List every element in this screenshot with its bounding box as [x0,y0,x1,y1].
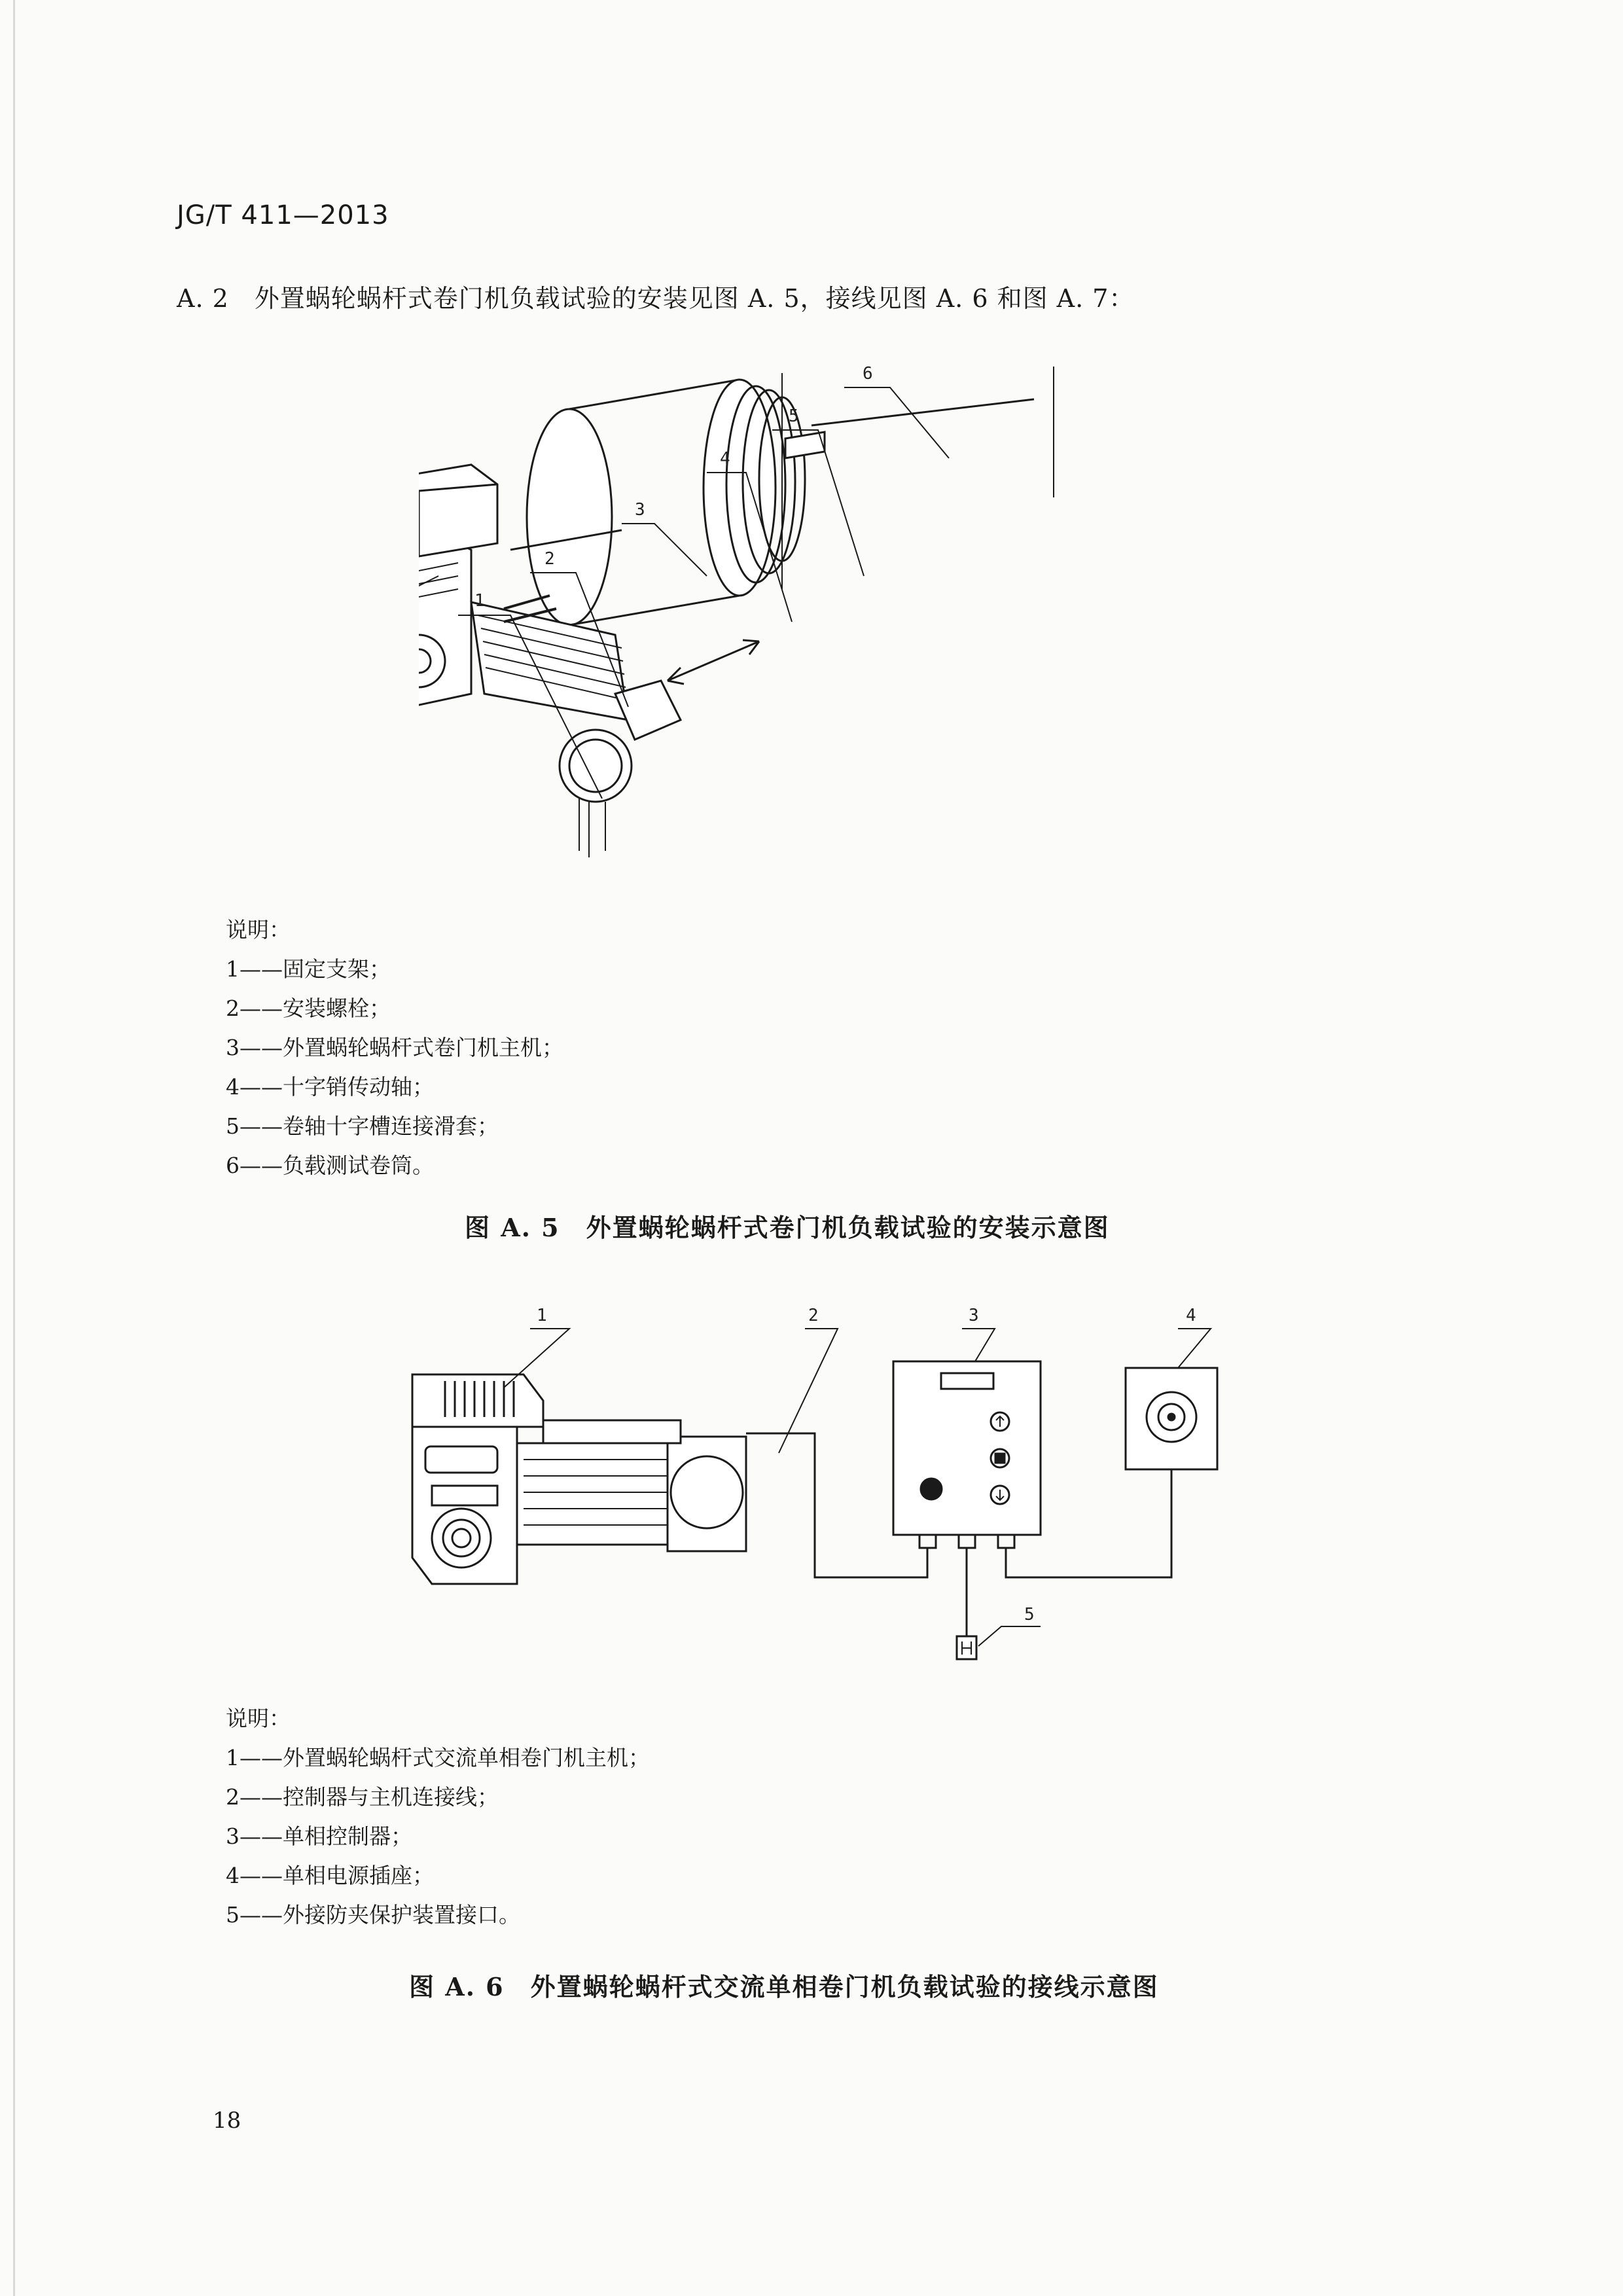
a5-callout-5: 5 [789,406,799,426]
a5-callout-4: 4 [720,449,730,469]
a5-callout-2: 2 [544,549,555,569]
a6-single-phase-controller [893,1361,1041,1535]
figure-a5-callouts [0,0,1623,916]
a5-legend-item-2: 2——安装螺栓； [226,996,391,1021]
figure-a6-caption: 图 A. 6 外置蜗轮蜗杆式交流单相卷门机负载试验的接线示意图 [409,1972,1159,2001]
a5-legend-item-5: 5——卷轴十字槽连接滑套； [226,1113,499,1139]
a6-legend-title: 说明： [226,1706,291,1731]
a6-legend-item-4: 4——单相电源插座； [226,1863,434,1888]
a5-callout-3: 3 [635,500,645,520]
a6-operator-motor [517,1443,668,1545]
a6-legend-item-1: 1——外置蜗轮蜗杆式交流单相卷门机主机； [226,1745,650,1770]
a6-operator-limit-box [412,1374,543,1427]
a6-callout-2: 2 [808,1306,819,1325]
a6-callout-5: 5 [1024,1605,1035,1624]
a5-callout-1: 1 [474,591,485,611]
a5-legend-item-3: 3——外置蜗轮蜗杆式卷门机主机； [226,1035,563,1060]
figure-a6-wiring-drawing [0,1296,1623,1702]
a5-legend-item-1: 1——固定支架； [226,956,391,982]
a6-callout-4: 4 [1186,1306,1196,1325]
a6-callout-3: 3 [969,1306,979,1325]
page-number: 18 [213,2108,241,2134]
section-a2-intro: A. 2 外置蜗轮蜗杆式卷门机负载试验的安装见图 A. 5，接线见图 A. 6 和图 A. 7： [177,284,1135,313]
controller-indicator [921,1479,942,1499]
figure-a5-caption: 图 A. 5 外置蜗轮蜗杆式卷门机负载试验的安装示意图 [465,1213,1110,1242]
a5-legend-item-4: 4——十字销传动轴； [226,1074,434,1100]
a5-legend-item-6: 6——负载测试卷筒。 [226,1153,434,1178]
standard-code-header: JG/T 411—2013 [177,200,389,230]
a5-legend-title: 说明： [226,917,291,942]
a6-callout-1: 1 [537,1306,547,1325]
a6-legend-item-3: 3——单相控制器； [226,1823,412,1849]
a5-callout-6: 6 [863,364,873,384]
a6-legend-item-5: 5——外接防夹保护装置接口。 [226,1902,520,1928]
a6-legend-item-2: 2——控制器与主机连接线； [226,1784,499,1810]
